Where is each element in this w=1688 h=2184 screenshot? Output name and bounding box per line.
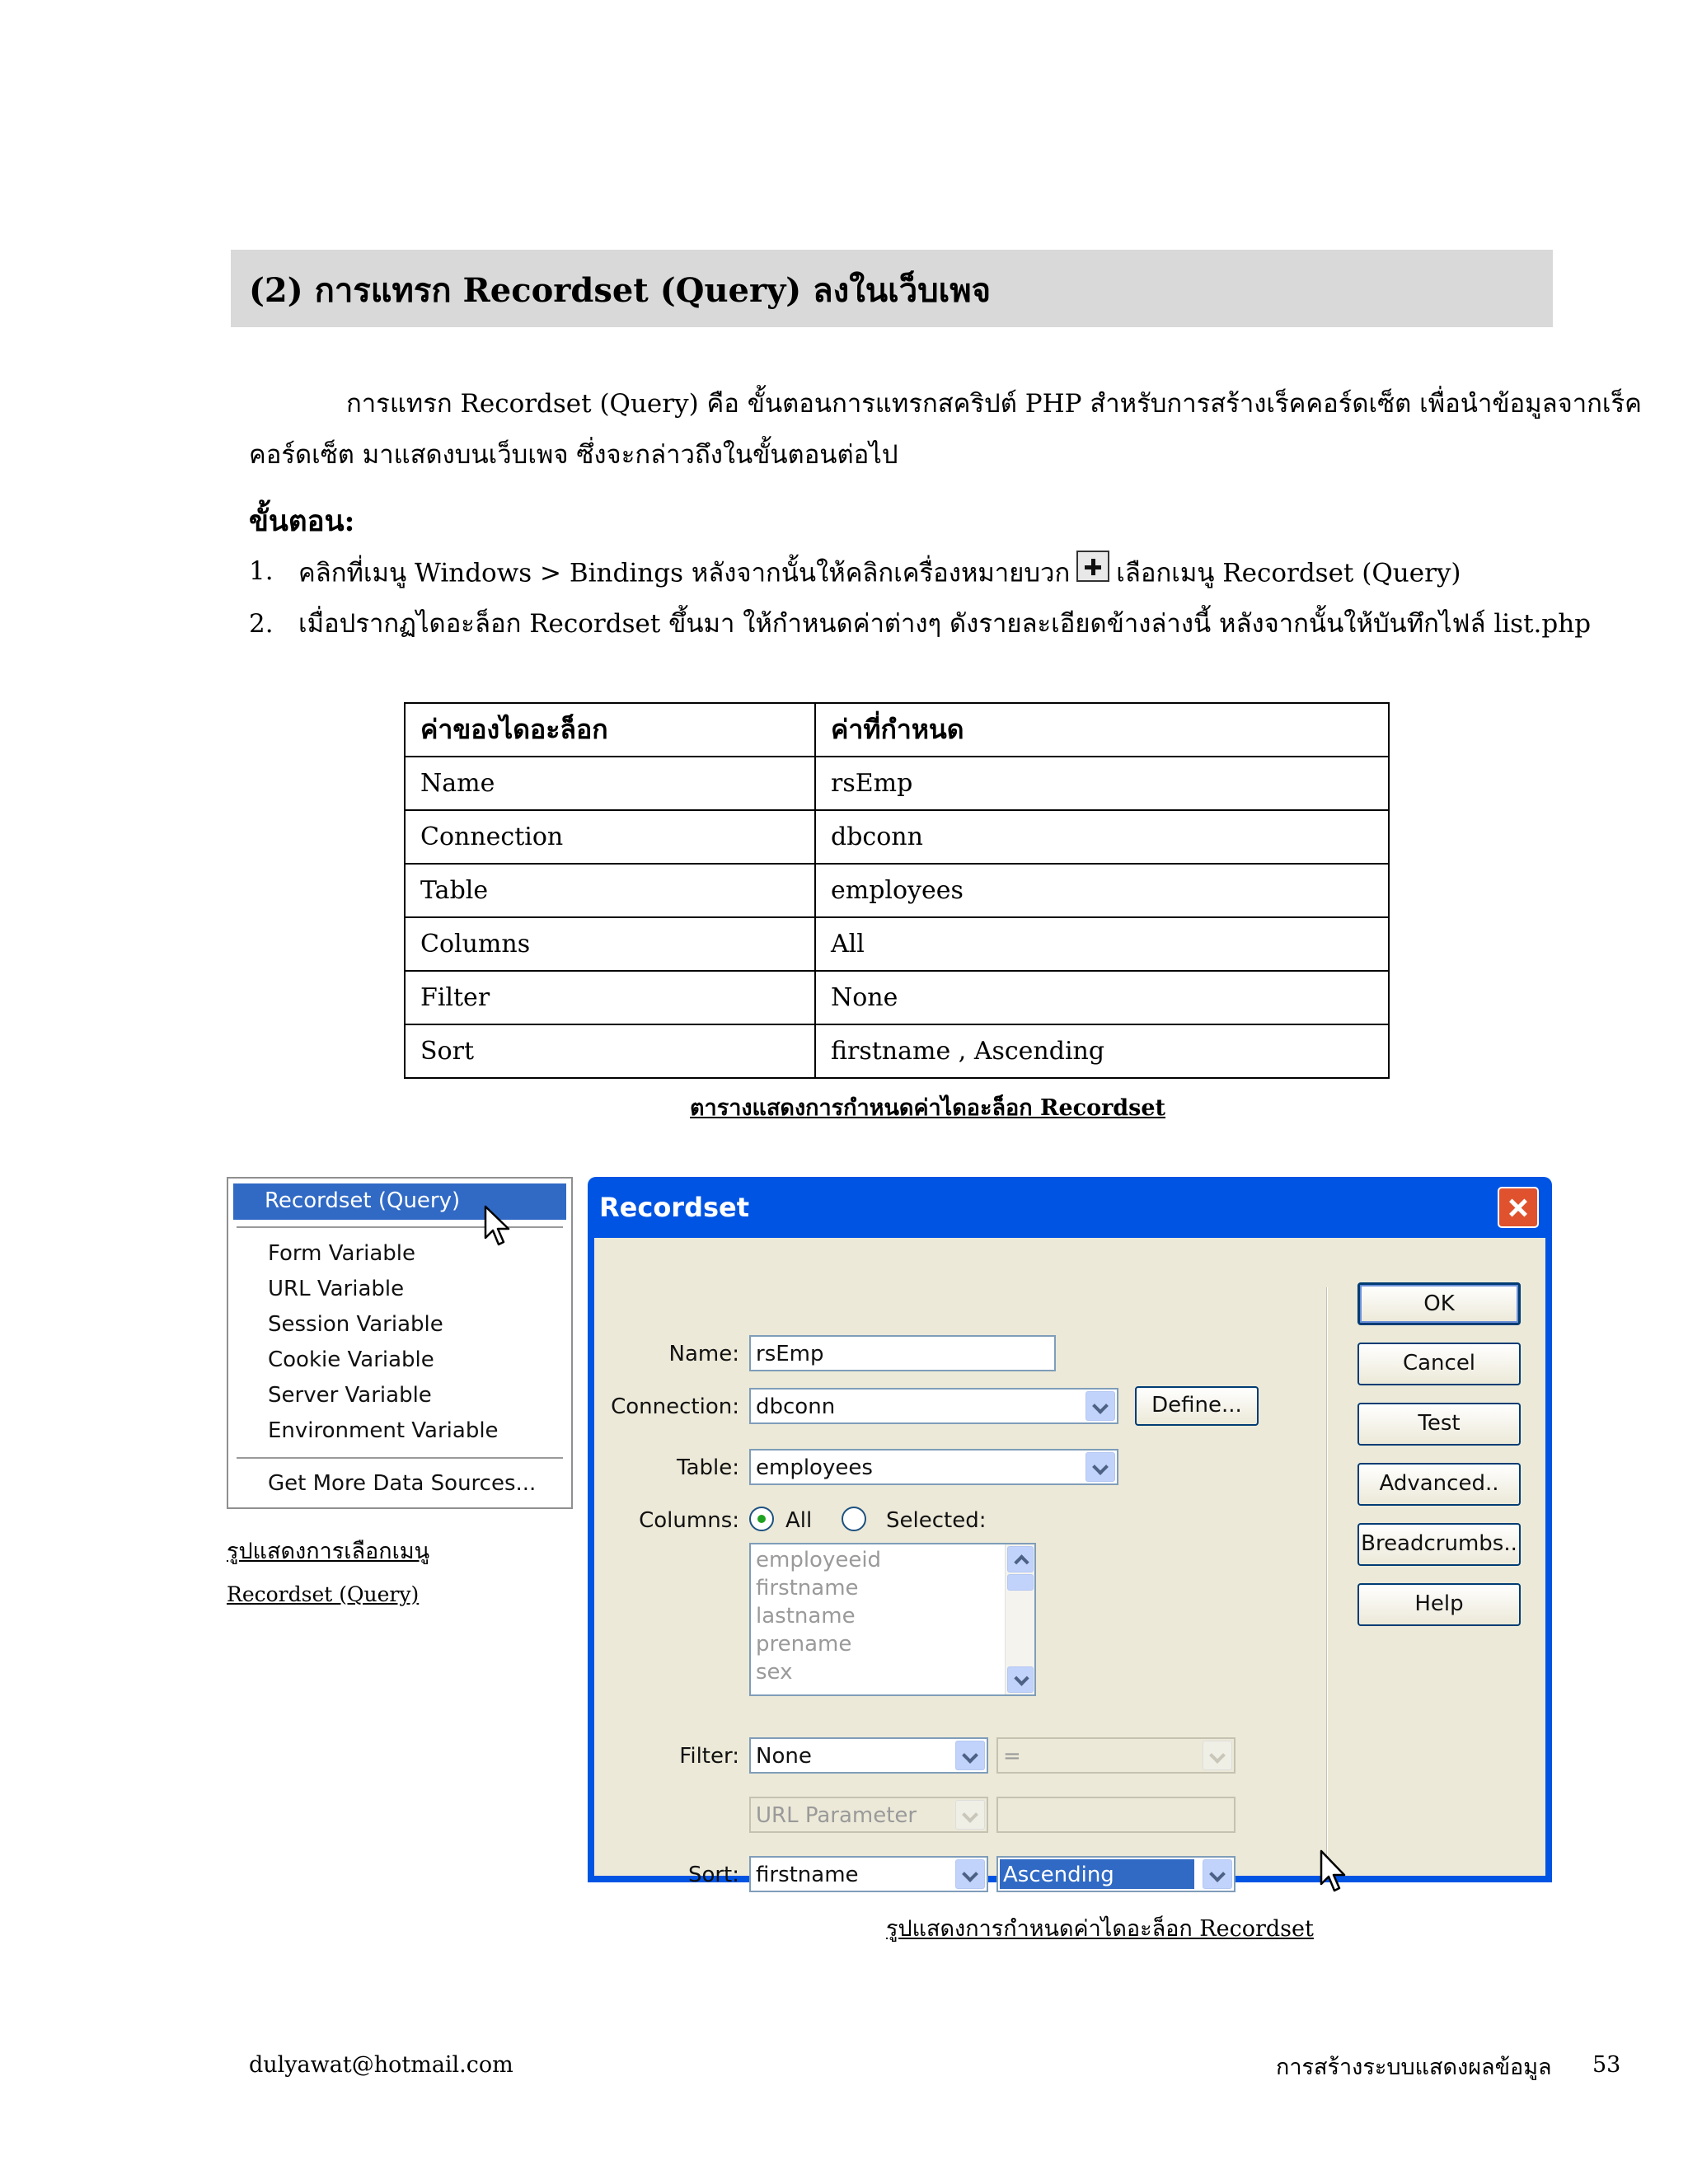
list-item[interactable]: employeeid xyxy=(756,1548,882,1572)
scroll-thumb[interactable] xyxy=(1007,1574,1034,1591)
table-row xyxy=(405,810,1389,864)
table-caption: ตารางแสดงการกำหนดค่าไดอะล็อก Recordset xyxy=(690,1095,1166,1121)
dialog-body xyxy=(594,1238,1545,1887)
close-icon[interactable] xyxy=(1498,1187,1539,1228)
table-cell: Columns xyxy=(405,917,815,971)
connection-value: dbconn xyxy=(756,1394,836,1419)
table-cell: employees xyxy=(815,864,1389,917)
recordset-dialog xyxy=(588,1177,1552,1887)
scrollbar[interactable] xyxy=(1005,1544,1034,1694)
chevron-down-icon xyxy=(955,1800,985,1830)
step-text xyxy=(298,559,1461,590)
table-value: employees xyxy=(756,1455,873,1480)
steps-heading: ขั้นตอน: xyxy=(249,504,355,538)
menu-separator xyxy=(237,1457,563,1459)
table-header-row xyxy=(405,703,1389,757)
columns-all-label: All xyxy=(785,1508,813,1533)
sort-order-select[interactable] xyxy=(996,1856,1236,1892)
table-header-cell: ค่าที่กำหนด xyxy=(815,703,1389,757)
columns-all-radio[interactable] xyxy=(749,1507,774,1531)
step-text-after: เลือกเมนู Recordset (Query) xyxy=(1116,558,1461,588)
filter-value-input xyxy=(996,1797,1236,1833)
ok-button[interactable]: OK xyxy=(1357,1282,1521,1325)
help-button[interactable]: Help xyxy=(1357,1583,1521,1626)
define-button[interactable]: Define... xyxy=(1135,1386,1259,1426)
connection-label: Connection: xyxy=(611,1394,739,1419)
table-row xyxy=(405,971,1389,1024)
intro-line-2: คอร์ดเซ็ต มาแสดงบนเว็บเพจ ซึ่งจะกล่าวถึงในขั้นตอนต่อไป xyxy=(249,440,898,470)
step-number: 1. xyxy=(249,556,274,586)
menu-item-get-more-data-sources[interactable]: Get More Data Sources... xyxy=(268,1471,537,1496)
table-row xyxy=(405,917,1389,971)
table-label: Table: xyxy=(677,1455,739,1480)
table-cell: Name xyxy=(405,757,815,810)
table-row xyxy=(405,864,1389,917)
test-button[interactable]: Test xyxy=(1357,1403,1521,1446)
advanced-button[interactable]: Advanced.. xyxy=(1357,1463,1521,1506)
table-cell: None xyxy=(815,971,1389,1024)
plus-icon xyxy=(1076,551,1109,582)
filter-param-select xyxy=(749,1797,988,1833)
menu-item-form-variable[interactable]: Form Variable xyxy=(268,1241,416,1266)
filter-param: URL Parameter xyxy=(756,1803,917,1828)
table-cell: Connection xyxy=(405,810,815,864)
scroll-up-icon[interactable] xyxy=(1007,1546,1034,1572)
menu-item-cookie-variable[interactable]: Cookie Variable xyxy=(268,1347,434,1372)
table-row xyxy=(405,757,1389,810)
filter-operator-select xyxy=(996,1737,1236,1774)
data-source-menu xyxy=(227,1177,573,1509)
filter-operator: = xyxy=(1003,1744,1021,1769)
sort-value: firstname xyxy=(756,1863,859,1887)
table-row xyxy=(405,1024,1389,1078)
chevron-down-icon[interactable] xyxy=(955,1859,985,1889)
table-cell: firstname , Ascending xyxy=(815,1024,1389,1078)
table-cell: dbconn xyxy=(815,810,1389,864)
dialog-title: Recordset xyxy=(599,1192,750,1223)
list-item[interactable]: firstname xyxy=(756,1576,859,1601)
mouse-cursor-icon xyxy=(484,1205,512,1248)
breadcrumbs-button[interactable]: Breadcrumbs.. xyxy=(1357,1523,1521,1566)
columns-selected-label: Selected: xyxy=(886,1508,987,1533)
table-header-cell: ค่าของไดอะล็อก xyxy=(405,703,815,757)
section-heading: (2) การแทรก Recordset (Query) ลงในเว็บเพจ xyxy=(249,271,992,310)
menu-item-environment-variable[interactable]: Environment Variable xyxy=(268,1418,499,1443)
scroll-down-icon[interactable] xyxy=(1007,1666,1034,1693)
dialog-caption: รูปแสดงการกำหนดค่าไดอะล็อก Recordset xyxy=(886,1916,1314,1942)
sort-order-value: Ascending xyxy=(1000,1859,1194,1889)
step-text-before: คลิกที่เมนู Windows > Bindings หลังจากนั้นให้คลิกเครื่องหมายบวก xyxy=(298,558,1071,588)
connection-select[interactable] xyxy=(749,1388,1118,1424)
table-select[interactable] xyxy=(749,1449,1118,1485)
table-cell: Table xyxy=(405,864,815,917)
table-cell: rsEmp xyxy=(815,757,1389,810)
menu-separator xyxy=(237,1226,563,1228)
menu-item-server-variable[interactable]: Server Variable xyxy=(268,1383,432,1408)
mouse-cursor-icon xyxy=(1320,1849,1348,1896)
name-label: Name: xyxy=(668,1342,739,1366)
menu-caption-line-2: Recordset (Query) xyxy=(227,1582,420,1606)
footer-email: dulyawat@hotmail.com xyxy=(249,2052,513,2078)
step-number: 2. xyxy=(249,609,274,639)
columns-label: Columns: xyxy=(639,1508,739,1533)
list-item[interactable]: sex xyxy=(756,1660,793,1685)
intro-line-1: การแทรก Recordset (Query) คือ ขั้นตอนการแทรกสคริปต์ PHP สำหรับการสร้างเร็คคอร์ดเซ็ต เพื่อนำข้อมูลจากเร็ค xyxy=(346,389,1642,419)
columns-selected-radio[interactable] xyxy=(842,1507,866,1531)
settings-table xyxy=(404,702,1390,1079)
footer-title: การสร้างระบบแสดงผลข้อมูล xyxy=(1276,2055,1552,2080)
cancel-button[interactable]: Cancel xyxy=(1357,1343,1521,1385)
list-item[interactable]: lastname xyxy=(756,1604,856,1629)
chevron-down-icon[interactable] xyxy=(1203,1859,1232,1889)
step-text: เมื่อปรากฏไดอะล็อก Recordset ขึ้นมา ให้กำหนดค่าต่างๆ ดังรายละเอียดข้างล่างนี้ หลังจากนั้นให้บันทึกไฟล์ list.php xyxy=(298,609,1592,639)
filter-value: None xyxy=(756,1744,812,1769)
menu-caption-line-1: รูปแสดงการเลือกเมนู xyxy=(227,1539,430,1564)
filter-label: Filter: xyxy=(679,1744,739,1769)
menu-item-recordset-query[interactable] xyxy=(233,1183,566,1220)
columns-listbox[interactable] xyxy=(749,1543,1036,1696)
name-input[interactable]: rsEmp xyxy=(749,1335,1056,1371)
sort-label: Sort: xyxy=(687,1863,739,1887)
chevron-down-icon[interactable] xyxy=(955,1741,985,1770)
menu-item-session-variable[interactable]: Session Variable xyxy=(268,1312,443,1337)
chevron-down-icon[interactable] xyxy=(1085,1391,1115,1421)
menu-item-url-variable[interactable]: URL Variable xyxy=(268,1277,405,1301)
sort-column-select[interactable] xyxy=(749,1856,988,1892)
menu-item-label: Recordset (Query) xyxy=(265,1188,461,1213)
divider xyxy=(1326,1287,1328,1864)
table-cell: Sort xyxy=(405,1024,815,1078)
chevron-down-icon[interactable] xyxy=(1085,1452,1115,1482)
page-number: 53 xyxy=(1592,2052,1621,2078)
chevron-down-icon xyxy=(1203,1741,1232,1770)
table-cell: All xyxy=(815,917,1389,971)
list-item[interactable]: prename xyxy=(756,1632,852,1657)
filter-column-select[interactable] xyxy=(749,1737,988,1774)
table-cell: Filter xyxy=(405,971,815,1024)
